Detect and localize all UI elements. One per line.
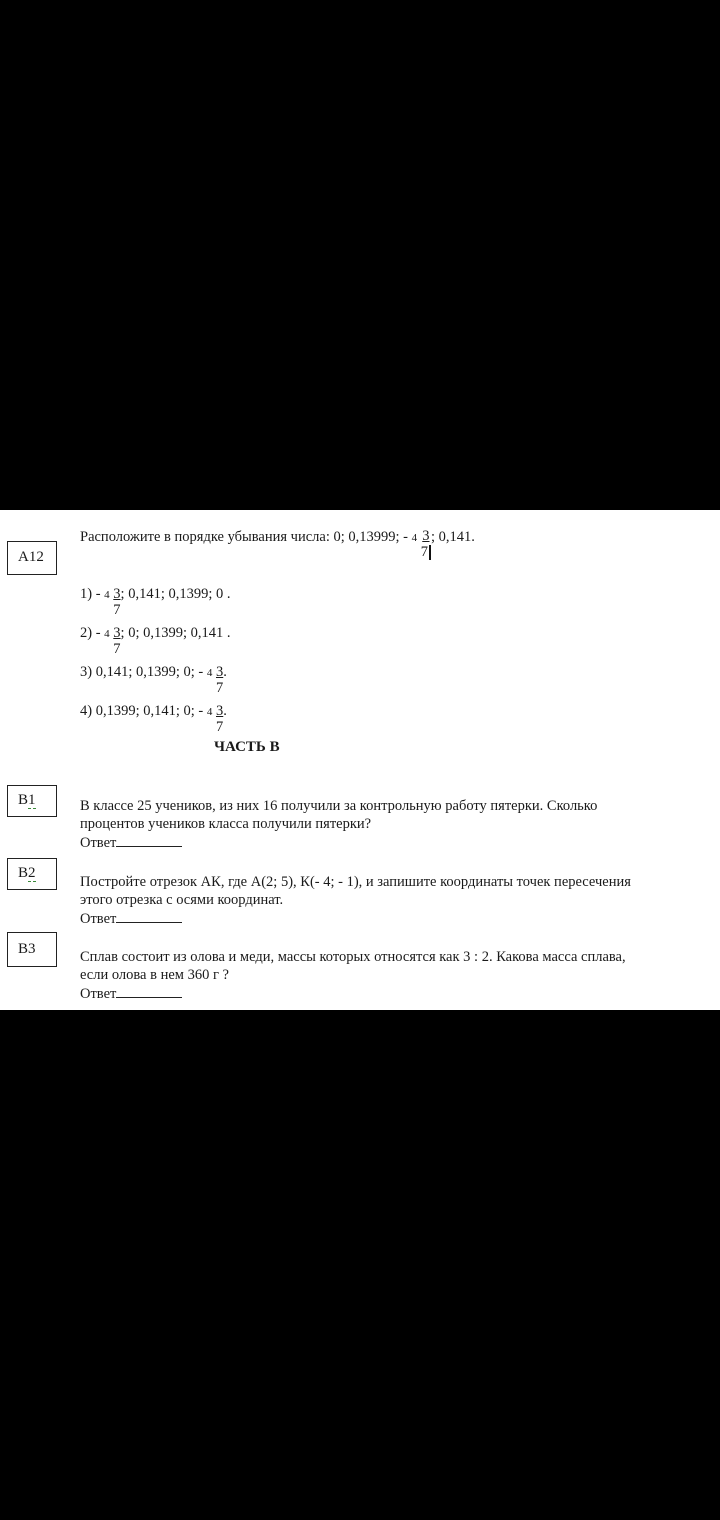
option-numerator: 3 <box>216 664 224 680</box>
option-fraction <box>113 625 120 657</box>
a12-question <box>80 528 475 560</box>
b2-line-1: Постройте отрезок АК, где А(2; 5), К(- 4; - 1), и запишите координаты точек пересечения <box>80 874 631 890</box>
option-whole: 4 <box>206 667 213 679</box>
option-whole: 4 <box>104 628 110 640</box>
a12-question-denominator <box>421 544 431 560</box>
answer-line[interactable] <box>116 984 182 998</box>
b3-line-2: если олова в нем 360 г ? <box>80 967 229 983</box>
option-fraction <box>216 664 223 696</box>
a12-question-denominator-text: 7 <box>420 544 428 560</box>
answer-line[interactable] <box>116 833 182 847</box>
option-numerator: 3 <box>113 586 121 602</box>
b2-answer <box>80 909 631 928</box>
document-page <box>0 510 720 1010</box>
option-marker: 3) 0,141; 0,1399; 0; - <box>80 664 207 680</box>
option-rest: ; 0; 0,1399; 0,141 . <box>120 625 231 641</box>
b3-line-1: Сплав состоит из олова и меди, массы которых относятся как 3 : 2. Какова масса сплава, <box>80 949 626 965</box>
a12-question-suffix: ; 0,141. <box>431 529 475 545</box>
answer-label: Ответ <box>80 835 117 851</box>
b1-answer <box>80 833 597 852</box>
b2-line-2: этого отрезка с осями координат. <box>80 892 284 908</box>
a12-option-3 <box>80 664 227 696</box>
b3-question <box>80 948 626 1003</box>
a12-question-prefix: Расположите в порядке убывания числа: 0; 0,13999; - <box>80 529 412 545</box>
option-marker: 4) 0,1399; 0,141; 0; - <box>80 703 207 719</box>
option-denominator: 7 <box>113 641 121 657</box>
a12-option-2 <box>80 625 231 657</box>
option-whole: 4 <box>206 706 213 718</box>
option-denominator: 7 <box>113 602 121 618</box>
a12-question-whole: 4 <box>411 532 418 544</box>
a12-question-fraction <box>421 528 431 560</box>
task-label-b2-digit: 2 <box>28 865 36 881</box>
option-numerator: 3 <box>113 625 121 641</box>
section-heading: ЧАСТЬ В <box>214 739 280 755</box>
option-rest: . <box>223 703 227 719</box>
b1-question <box>80 797 597 852</box>
option-whole: 4 <box>104 589 110 601</box>
a12-question-numerator: 3 <box>422 528 430 544</box>
option-marker: 1) - <box>80 586 105 602</box>
task-label-b1 <box>7 785 57 817</box>
option-numerator: 3 <box>216 703 224 719</box>
option-rest: . <box>223 664 227 680</box>
option-fraction <box>216 703 223 735</box>
task-label-b2-letter: В <box>18 865 29 881</box>
b1-line-2: процентов учеников класса получили пятерки? <box>80 816 372 832</box>
task-label-b1-digit: 1 <box>28 792 36 808</box>
option-marker: 2) - <box>80 625 105 641</box>
answer-label: Ответ <box>80 986 117 1002</box>
task-label-a12-text: A12 <box>18 549 44 565</box>
task-label-a12 <box>7 541 57 575</box>
option-rest: ; 0,141; 0,1399; 0 . <box>120 586 231 602</box>
a12-option-1 <box>80 586 231 618</box>
task-label-b3 <box>7 932 57 967</box>
a12-option-4 <box>80 703 227 735</box>
option-denominator: 7 <box>216 719 224 735</box>
task-label-b2 <box>7 858 57 890</box>
b3-answer <box>80 984 626 1003</box>
b2-question <box>80 873 631 928</box>
b1-line-1: В классе 25 учеников, из них 16 получили за контрольную работу пятерки. Сколько <box>80 798 598 814</box>
task-label-b1-letter: В <box>18 792 29 808</box>
text-cursor <box>429 545 431 560</box>
option-denominator: 7 <box>216 680 224 696</box>
option-fraction <box>113 586 120 618</box>
answer-label: Ответ <box>80 911 117 927</box>
task-label-b3-text: В3 <box>18 941 36 957</box>
answer-line[interactable] <box>116 909 182 923</box>
